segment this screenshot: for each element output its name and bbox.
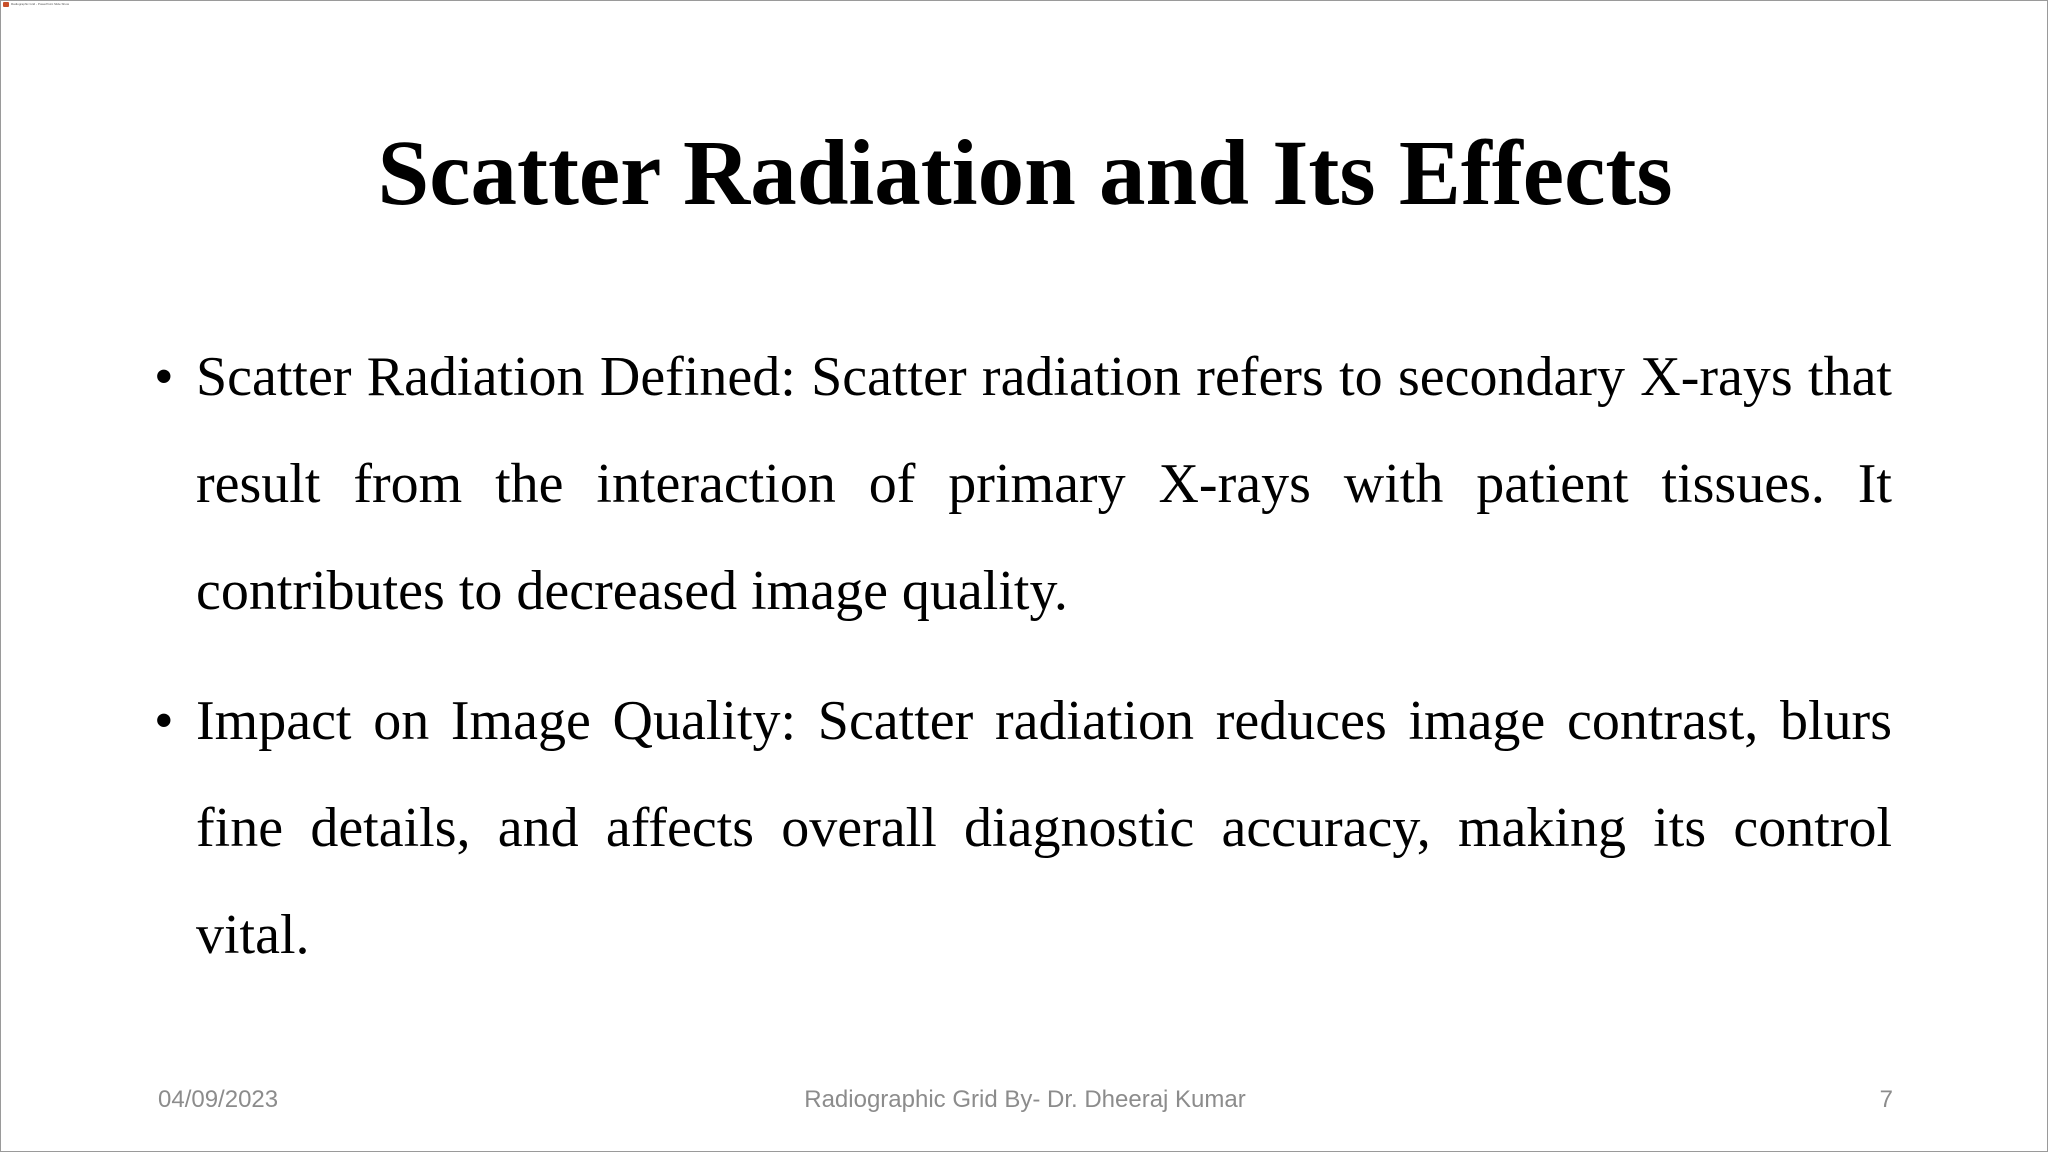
footer-date: 04/09/2023 [158,1086,279,1113]
footer-page-number: 7 [1879,1086,1893,1113]
bullet-marker: • [154,346,174,408]
bullet-text: Impact on Image Quality: Scatter radiation reduces image contrast, blurs fine details, and affects overall diagnostic accuracy, making its control vital. [196,690,1892,966]
bullet-item-scatter-defined [154,324,1892,645]
bullet-text: Scatter Radiation Defined: Scatter radiation refers to secondary X-rays that result from the interaction of primary X-rays with patient tissues. It contributes to decreased image quality. [196,346,1892,622]
bullet-marker: • [154,690,174,752]
bullet-item-impact-on-quality [154,668,1892,989]
slide[interactable] [1,1,2048,1152]
window-title: Radiographic Grid - PowerPoint Slide Show [11,2,70,6]
bullet-list [1,1,2048,1152]
footer-presentation-title: Radiographic Grid By- Dr. Dheeraj Kumar [804,1086,1246,1113]
slide-title: Scatter Radiation and Its Effects [377,122,1673,225]
